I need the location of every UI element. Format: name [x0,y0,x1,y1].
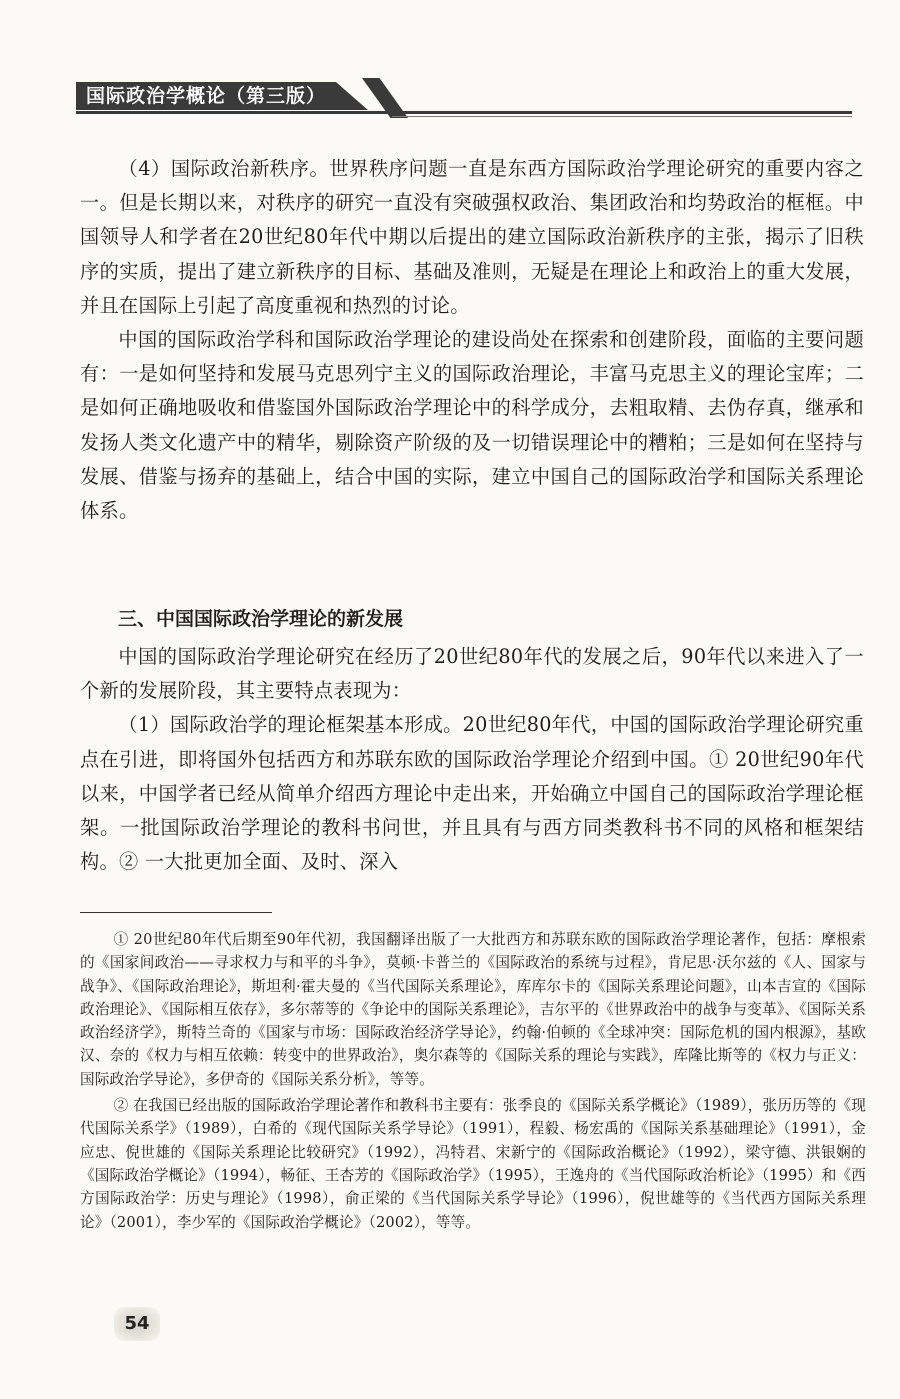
body-text-block-2 [80,640,864,879]
footnote-1: ① 20世纪80年代后期至90年代初，我国翻译出版了一大批西方和苏联东欧的国际政治学理论著作，包括：摩根索的《国家间政治——寻求权力与和平的斗争》，莫顿·卡普兰的《国际政治的系统与过程》，肯尼思·沃尔兹的《人、国家与战争》、《国际政治理论》，斯坦利·霍夫曼的《当代国际关系理论》，库库尔卡的《国际关系理论问题》，山本吉宣的《国际政治理论》、《国际相互依存》，多尔蒂等的《争论中的国际关系理论》，吉尔平的《世界政治中的战争与变革》、《国际关系政治经济学》，斯特兰奇的《国家与市场：国际政治经济学导论》，约翰·伯顿的《全球冲突：国际危机的国内根源》，基欧汉、奈的《权力与相互依赖：转变中的世界政治》，奥尔森等的《国际关系的理论与实践》，库隆比斯等的《权力与正义：国际政治学导论》，多伊奇的《国际关系分析》，等等。 [80,931,866,1088]
body-text-block-1 [80,152,864,528]
paragraph-new-order: （4）国际政治新秩序。世界秩序问题一直是东西方国际政治学理论研究的重要内容之一。但是长期以来，对秩序的研究一直没有突破强权政治、集团政治和均势政治的框框。中国领导人和学者在20世纪80年代中期以后提出的建立国际政治新秩序的主张，揭示了旧秩序的实质，提出了建立新秩序的目标、基础及准则，无疑是在理论上和政治上的重大发展，并且在国际上引起了高度重视和热烈的讨论。 [80,157,864,317]
paragraph-new-stage: 中国的国际政治学理论研究在经历了20世纪80年代的发展之后，90年代以来进入了一个新的发展阶段，其主要特点表现为： [80,645,864,703]
running-header [62,78,852,122]
paragraph-main-problems: 中国的国际政治学科和国际政治学理论的建设尚处在探索和创建阶段，面临的主要问题有：一是如何坚持和发展马克思列宁主义的国际政治理论，丰富马克思主义的理论宝库；二是如何正确地吸收和借鉴国外国际政治学理论中的科学成分，去粗取精、去伪存真，继承和发扬人类文化遗产中的精华，剔除资产阶级的及一切错误理论中的糟粕；三是如何在坚持与发展、借鉴与扬弃的基础上，结合中国的实际，建立中国自己的国际政治学和国际关系理论体系。 [80,328,864,523]
paragraph-theory-framework: （1）国际政治学的理论框架基本形成。20世纪80年代，中国的国际政治学理论研究重点在引进，即将国外包括西方和苏联东欧的国际政治学理论介绍到中国。① 20世纪90年代以来，中国学者已经从简单介绍西方理论中走出来，开始确立中国自己的国际政治学理论框架。一批国际政治学理论的教科书问世，并且具有与西方同类教科书不同的风格和框架结构。② 一大批更加全面、及时、深入 [80,713,864,874]
footnote-separator [80,912,272,913]
header-rule-thin [392,116,852,117]
section-heading: 三、中国国际政治学理论的新发展 [118,608,404,630]
footnotes [80,928,866,1234]
footnote-2: ② 在我国已经出版的国际政治学理论著作和教科书主要有：张季良的《国际关系学概论》（1989），张历历等的《现代国际关系学》（1989），白希的《现代国际关系学导论》（1991），程毅、杨宏禹的《国际关系基础理论》（1991），金应忠、倪世雄的《国际关系理论比较研究》（1992），冯特君、宋新宁的《国际政治概论》（1992），梁守德、洪银娴的《国际政治学概论》（1994），畅征、王杏芳的《国际政治学》（1995），王逸舟的《当代国际政治析论》（1995）和《西方国际政治学：历史与理论》（1998），俞正梁的《当代国际关系学导论》（1996），倪世雄等的《当代西方国际关系理论》（2001），李少军的《国际政治学概论》（2002），等等。 [80,1097,866,1231]
header-rule [76,111,852,114]
page-number: 54 [114,1307,160,1341]
book-title: 国际政治学概论（第三版） [86,85,327,107]
